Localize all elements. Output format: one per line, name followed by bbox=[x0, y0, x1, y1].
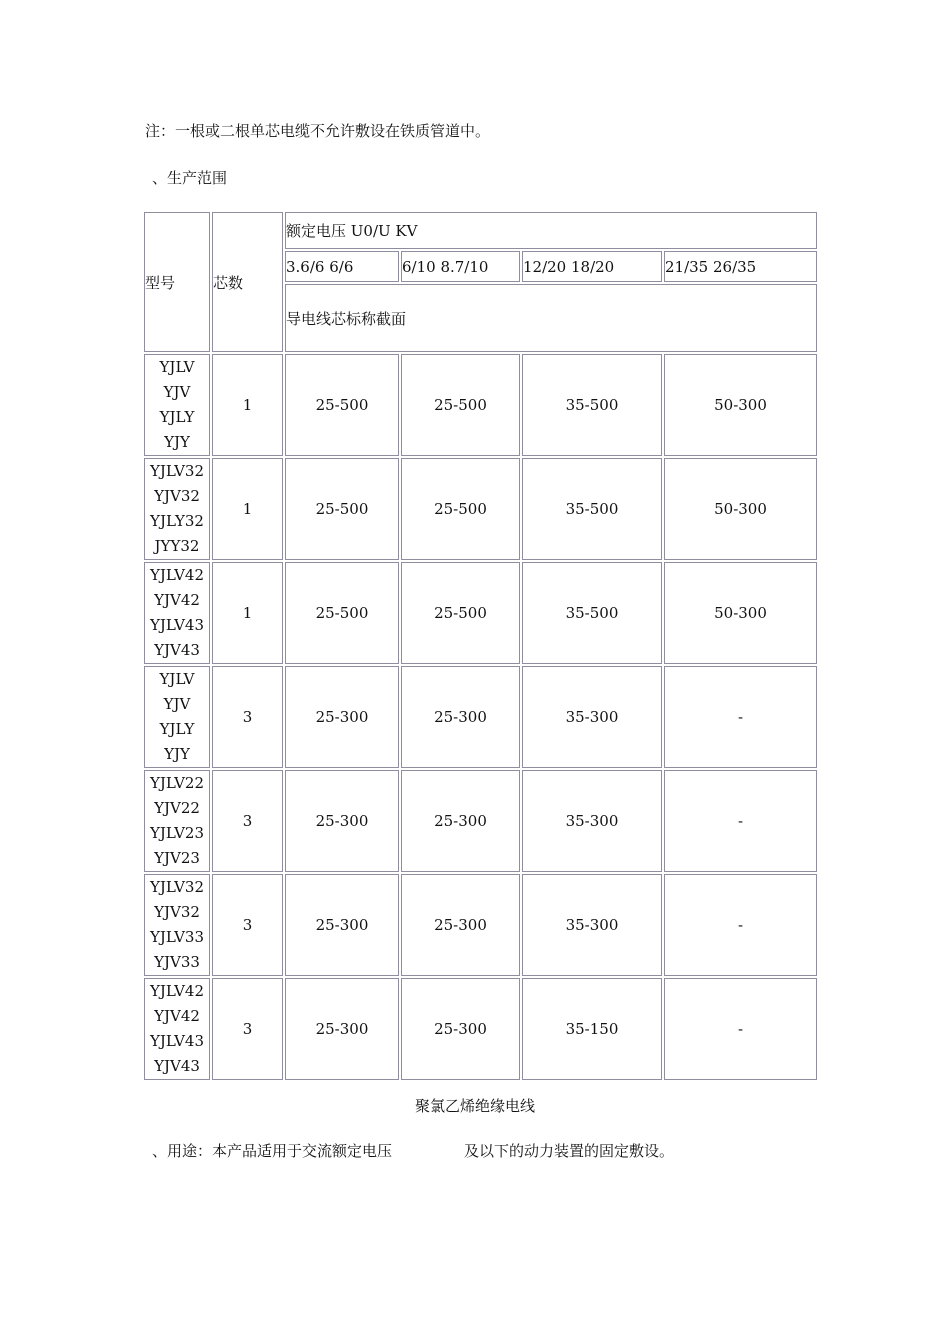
cross-section-cell: 35-150 bbox=[522, 978, 662, 1080]
cross-section-cell: 25-300 bbox=[401, 874, 520, 976]
table-row bbox=[144, 458, 817, 560]
section-caption: 聚氯乙烯绝缘电线 bbox=[414, 1097, 535, 1115]
model-cell bbox=[144, 770, 210, 872]
cross-section-cell: 25-300 bbox=[285, 666, 399, 768]
cross-section-cell: 25-500 bbox=[401, 458, 520, 560]
table-row bbox=[144, 666, 817, 768]
model-code: YJLY32 bbox=[150, 512, 204, 530]
note-paragraph: 注：一根或二根单芯电缆不允许敷设在铁质管道中。 bbox=[145, 122, 491, 140]
model-code: YJY bbox=[164, 433, 190, 451]
header-cores: 芯数 bbox=[212, 212, 283, 352]
cross-section-cell: 25-500 bbox=[401, 562, 520, 664]
model-code: YJV23 bbox=[154, 849, 200, 867]
cross-section-cell: 35-300 bbox=[522, 874, 662, 976]
model-cell bbox=[144, 666, 210, 768]
model-cell bbox=[144, 458, 210, 560]
model-code: YJLY bbox=[159, 720, 195, 738]
cross-section-cell: 25-500 bbox=[401, 354, 520, 456]
cores-cell: 1 bbox=[212, 562, 283, 664]
model-code: YJY bbox=[164, 745, 190, 763]
model-code: YJLV43 bbox=[149, 1032, 205, 1050]
model-code: YJLV42 bbox=[149, 982, 205, 1000]
model-code: YJLV32 bbox=[149, 878, 205, 896]
model-code: YJLV43 bbox=[149, 616, 205, 634]
header-model: 型号 bbox=[144, 212, 210, 352]
model-code: YJLV42 bbox=[149, 566, 205, 584]
cores-cell: 1 bbox=[212, 354, 283, 456]
cores-cell: 1 bbox=[212, 458, 283, 560]
usage-text-after: 及以下的动力装置的固定敷设。 bbox=[464, 1142, 675, 1160]
model-code: YJV42 bbox=[154, 591, 200, 609]
cross-section-cell: 25-500 bbox=[285, 562, 399, 664]
cross-section-cell: - bbox=[664, 770, 817, 872]
cross-section-cell: 25-300 bbox=[285, 978, 399, 1080]
model-cell bbox=[144, 354, 210, 456]
table-row bbox=[144, 874, 817, 976]
cross-section-cell: 35-300 bbox=[522, 666, 662, 768]
voltage-level: 21/35 26/35 bbox=[664, 251, 817, 282]
cable-spec-table bbox=[142, 210, 819, 1082]
model-code: YJV bbox=[163, 695, 191, 713]
cross-section-cell: 35-300 bbox=[522, 770, 662, 872]
cross-section-cell: 50-300 bbox=[664, 562, 817, 664]
cores-cell: 3 bbox=[212, 978, 283, 1080]
model-code: YJV22 bbox=[154, 799, 200, 817]
voltage-level: 12/20 18/20 bbox=[522, 251, 662, 282]
model-code: YJV43 bbox=[154, 1057, 200, 1075]
cross-section-cell: 25-300 bbox=[401, 770, 520, 872]
cross-section-cell: 35-500 bbox=[522, 562, 662, 664]
cross-section-cell: 25-300 bbox=[401, 666, 520, 768]
table-row bbox=[144, 562, 817, 664]
usage-text-before: 、用途：本产品适用于交流额定电压 bbox=[152, 1142, 393, 1160]
cores-cell: 3 bbox=[212, 770, 283, 872]
model-code: YJLV22 bbox=[149, 774, 205, 792]
cross-section-cell: 25-300 bbox=[285, 770, 399, 872]
model-code: YJV32 bbox=[154, 903, 200, 921]
cross-section-cell: - bbox=[664, 978, 817, 1080]
model-code: YJV32 bbox=[154, 487, 200, 505]
header-rated-voltage: 额定电压 U0/U KV bbox=[285, 212, 817, 249]
cross-section-cell: 50-300 bbox=[664, 458, 817, 560]
usage-paragraph bbox=[152, 1140, 674, 1161]
cross-section-cell: 35-500 bbox=[522, 354, 662, 456]
header-conductor-section: 导电线芯标称截面 bbox=[285, 284, 817, 352]
model-code: YJLV23 bbox=[149, 824, 205, 842]
model-code: JYY32 bbox=[154, 537, 200, 555]
voltage-level: 3.6/6 6/6 bbox=[285, 251, 399, 282]
cross-section-cell: - bbox=[664, 874, 817, 976]
model-code: YJLV bbox=[159, 358, 195, 376]
model-code: YJLV32 bbox=[149, 462, 205, 480]
model-code: YJLV bbox=[159, 670, 195, 688]
cross-section-cell: 25-500 bbox=[285, 458, 399, 560]
cross-section-cell: - bbox=[664, 666, 817, 768]
table-row bbox=[144, 770, 817, 872]
voltage-level: 6/10 8.7/10 bbox=[401, 251, 520, 282]
cross-section-cell: 25-300 bbox=[285, 874, 399, 976]
cross-section-cell: 35-500 bbox=[522, 458, 662, 560]
cross-section-cell: 25-500 bbox=[285, 354, 399, 456]
model-cell bbox=[144, 978, 210, 1080]
model-code: YJLY bbox=[159, 408, 195, 426]
model-code: YJV bbox=[163, 383, 191, 401]
model-cell bbox=[144, 874, 210, 976]
cross-section-cell: 50-300 bbox=[664, 354, 817, 456]
section-heading-production-range: 、生产范围 bbox=[152, 169, 228, 187]
model-cell bbox=[144, 562, 210, 664]
model-code: YJV42 bbox=[154, 1007, 200, 1025]
cross-section-cell: 25-300 bbox=[401, 978, 520, 1080]
table-row bbox=[144, 978, 817, 1080]
table-row bbox=[144, 354, 817, 456]
model-code: YJLV33 bbox=[149, 928, 205, 946]
cores-cell: 3 bbox=[212, 666, 283, 768]
cores-cell: 3 bbox=[212, 874, 283, 976]
model-code: YJV33 bbox=[154, 953, 200, 971]
model-code: YJV43 bbox=[154, 641, 200, 659]
